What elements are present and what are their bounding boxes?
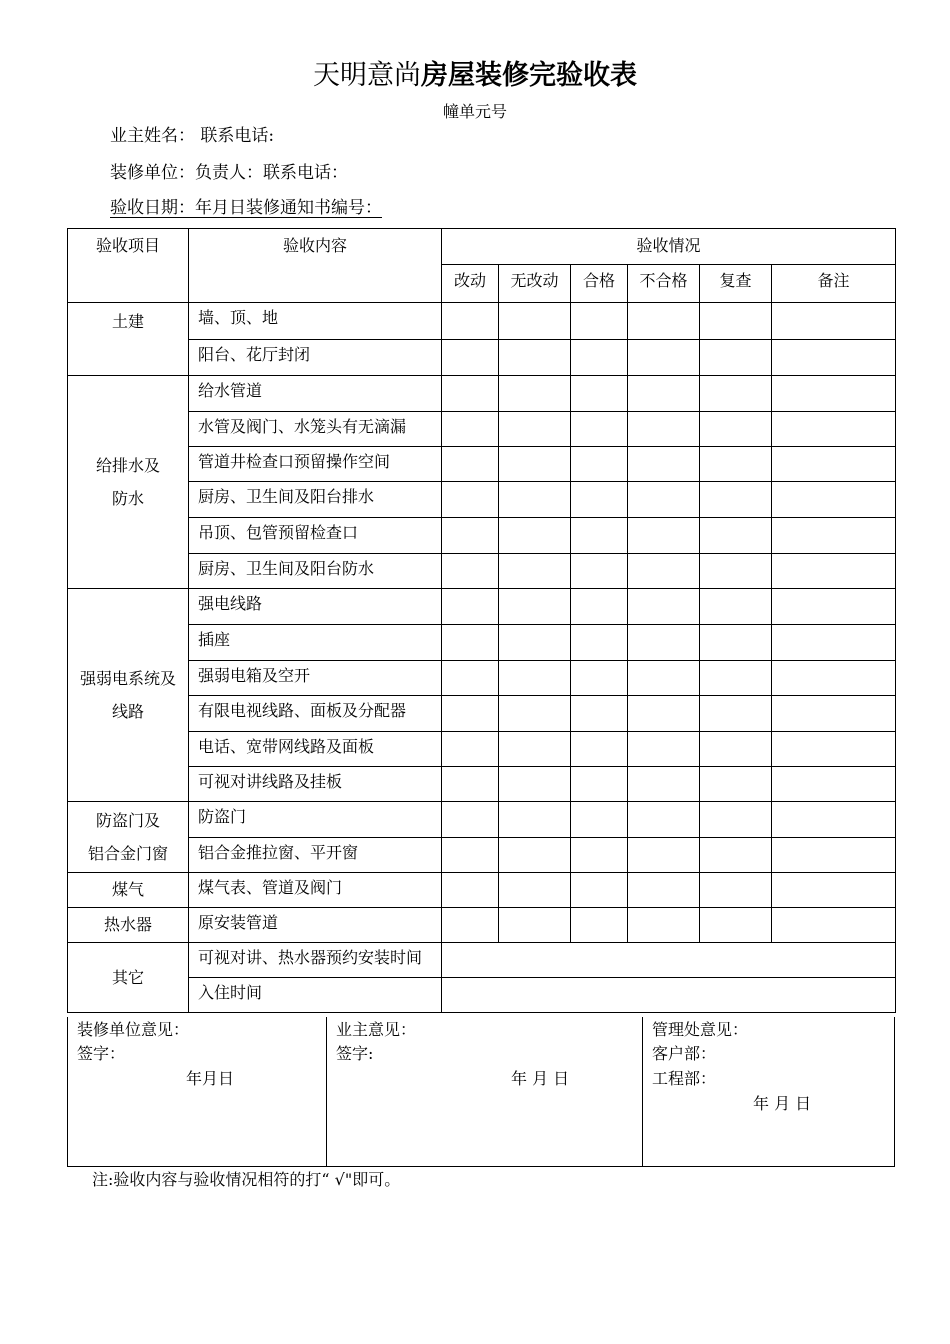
status-check-cell[interactable] <box>442 625 499 661</box>
status-check-cell[interactable] <box>628 518 700 554</box>
content-cell: 入住时间 <box>189 978 442 1013</box>
item-label-line: 强弱电系统及 <box>79 669 176 688</box>
management-opinion-label: 管理处意见： <box>652 1020 749 1039</box>
status-check-cell[interactable] <box>700 340 772 376</box>
status-column-header: 合格 <box>571 265 628 303</box>
customer-dept-label: 客户部： <box>652 1044 717 1063</box>
content-cell: 防盗门 <box>189 802 442 838</box>
status-check-cell[interactable] <box>772 873 896 908</box>
table-row <box>68 661 896 696</box>
status-check-cell[interactable] <box>442 696 499 732</box>
item-label <box>68 908 189 943</box>
item-label-line: 煤气 <box>111 880 144 899</box>
table-row <box>68 412 896 447</box>
owner-sign-label: 签字: <box>336 1044 374 1063</box>
header-status: 验收情况 <box>442 229 896 265</box>
status-check-cell[interactable] <box>700 412 772 447</box>
content-cell: 强电线路 <box>189 589 442 625</box>
content-cell: 厨房、卫生间及阳台防水 <box>189 554 442 589</box>
owner-info-line: 业主姓名： 联系电话: <box>110 126 275 146</box>
status-check-cell[interactable] <box>772 767 896 802</box>
table-row <box>68 518 896 554</box>
status-check-cell[interactable] <box>571 589 628 625</box>
content-cell: 有限电视线路、面板及分配器 <box>189 696 442 732</box>
table-row <box>68 943 896 978</box>
status-check-cell[interactable] <box>499 696 571 732</box>
status-check-cell[interactable] <box>442 802 499 838</box>
status-check-cell[interactable] <box>571 732 628 767</box>
item-label-line: 铝合金门窗 <box>87 844 168 863</box>
status-check-cell[interactable] <box>442 303 499 340</box>
status-check-cell[interactable] <box>571 661 628 696</box>
status-check-cell[interactable] <box>772 732 896 767</box>
table-row <box>68 732 896 767</box>
status-check-cell[interactable] <box>499 412 571 447</box>
item-label-line: 防水 <box>111 489 144 508</box>
status-check-cell[interactable] <box>700 482 772 518</box>
status-check-cell[interactable] <box>571 908 628 943</box>
decorator-opinion-label: 装修单位意见： <box>77 1020 190 1039</box>
content-cell: 吊顶、包管预留检查口 <box>189 518 442 554</box>
status-check-cell[interactable] <box>571 696 628 732</box>
header-content: 验收内容 <box>189 229 442 303</box>
status-check-cell[interactable] <box>628 447 700 482</box>
item-label <box>68 589 189 802</box>
table-row <box>68 978 896 1013</box>
status-check-cell[interactable] <box>571 412 628 447</box>
building-unit-line: 幢单元号 <box>442 102 507 121</box>
status-check-cell[interactable] <box>442 518 499 554</box>
item-label-line: 给排水及 <box>95 456 160 475</box>
status-check-cell[interactable] <box>700 802 772 838</box>
status-check-cell[interactable] <box>499 625 571 661</box>
status-check-cell[interactable] <box>571 625 628 661</box>
status-check-cell[interactable] <box>700 696 772 732</box>
status-check-cell[interactable] <box>628 589 700 625</box>
status-check-cell[interactable] <box>442 732 499 767</box>
status-check-cell[interactable] <box>499 838 571 873</box>
status-check-cell[interactable] <box>772 340 896 376</box>
status-check-cell[interactable] <box>772 447 896 482</box>
item-label-line: 土建 <box>111 312 144 331</box>
decorator-date-label: 年月日 <box>186 1069 235 1088</box>
status-check-cell[interactable] <box>499 376 571 412</box>
content-cell: 可视对讲、热水器预约安装时间 <box>189 943 442 978</box>
status-check-cell[interactable] <box>772 518 896 554</box>
status-check-cell[interactable] <box>628 802 700 838</box>
decorator-opinion-box <box>68 1017 327 1166</box>
status-check-cell[interactable] <box>700 518 772 554</box>
status-check-cell[interactable] <box>772 589 896 625</box>
status-check-cell[interactable] <box>772 696 896 732</box>
status-check-cell[interactable] <box>700 447 772 482</box>
owner-opinion-label: 业主意见： <box>336 1020 417 1039</box>
page-title <box>0 56 950 96</box>
table-row <box>68 303 896 340</box>
content-cell: 原安装管道 <box>189 908 442 943</box>
status-check-cell[interactable] <box>772 802 896 838</box>
status-check-cell[interactable] <box>700 732 772 767</box>
table-row <box>68 873 896 908</box>
status-check-cell[interactable] <box>442 908 499 943</box>
status-column-header: 无改动 <box>499 265 571 303</box>
status-check-cell[interactable] <box>571 482 628 518</box>
status-check-cell[interactable] <box>628 908 700 943</box>
status-column-header: 不合格 <box>628 265 700 303</box>
table-row <box>68 589 896 625</box>
table-row <box>68 767 896 802</box>
status-check-cell[interactable] <box>772 376 896 412</box>
status-check-cell[interactable] <box>700 554 772 589</box>
other-fill-cell[interactable] <box>442 978 896 1013</box>
status-check-cell[interactable] <box>442 376 499 412</box>
status-check-cell[interactable] <box>499 518 571 554</box>
item-label <box>68 376 189 589</box>
status-check-cell[interactable] <box>499 303 571 340</box>
status-check-cell[interactable] <box>700 376 772 412</box>
other-fill-cell[interactable] <box>442 943 896 978</box>
status-check-cell[interactable] <box>628 625 700 661</box>
status-check-cell[interactable] <box>628 838 700 873</box>
title-bold: 房屋装修完验收表 <box>421 60 637 91</box>
table-row <box>68 625 896 661</box>
status-check-cell[interactable] <box>772 908 896 943</box>
status-check-cell[interactable] <box>628 376 700 412</box>
management-opinion-box <box>643 1017 894 1166</box>
content-cell: 电话、宽带网线路及面板 <box>189 732 442 767</box>
management-date-label: 年 月 日 <box>753 1094 812 1113</box>
content-cell: 管道井检查口预留操作空间 <box>189 447 442 482</box>
status-check-cell[interactable] <box>571 554 628 589</box>
status-check-cell[interactable] <box>628 482 700 518</box>
status-check-cell[interactable] <box>499 802 571 838</box>
content-cell: 插座 <box>189 625 442 661</box>
signature-section <box>67 1017 895 1167</box>
status-check-cell[interactable] <box>700 625 772 661</box>
decorator-sign-label: 签字： <box>77 1044 126 1063</box>
owner-opinion-box <box>327 1017 643 1166</box>
item-label <box>68 802 189 873</box>
content-cell: 水管及阀门、水笼头有无滴漏 <box>189 412 442 447</box>
item-label-line: 防盗门及 <box>95 811 160 830</box>
content-cell: 墙、顶、地 <box>189 303 442 340</box>
content-cell: 阳台、花厅封闭 <box>189 340 442 376</box>
status-check-cell[interactable] <box>628 767 700 802</box>
status-check-cell[interactable] <box>499 447 571 482</box>
item-label: 其它 <box>68 943 189 1013</box>
content-cell: 铝合金推拉窗、平开窗 <box>189 838 442 873</box>
inspection-date-line: 验收日期：年月日装修通知书编号： <box>110 198 382 218</box>
status-check-cell[interactable] <box>700 873 772 908</box>
status-check-cell[interactable] <box>442 340 499 376</box>
content-cell: 给水管道 <box>189 376 442 412</box>
status-check-cell[interactable] <box>442 412 499 447</box>
status-check-cell[interactable] <box>628 340 700 376</box>
status-check-cell[interactable] <box>628 873 700 908</box>
status-check-cell[interactable] <box>571 838 628 873</box>
status-check-cell[interactable] <box>772 661 896 696</box>
status-check-cell[interactable] <box>442 554 499 589</box>
status-check-cell[interactable] <box>499 767 571 802</box>
status-check-cell[interactable] <box>499 554 571 589</box>
status-check-cell[interactable] <box>499 589 571 625</box>
table-row <box>68 838 896 873</box>
title-regular: 天明意尚 <box>313 60 421 91</box>
status-check-cell[interactable] <box>442 838 499 873</box>
status-check-cell[interactable] <box>571 303 628 340</box>
status-check-cell[interactable] <box>499 340 571 376</box>
status-check-cell[interactable] <box>571 340 628 376</box>
table-row <box>68 340 896 376</box>
status-check-cell[interactable] <box>700 661 772 696</box>
content-cell: 强弱电箱及空开 <box>189 661 442 696</box>
footnote: 注:验收内容与验收情况相符的打“ √"即可。 <box>92 1170 401 1189</box>
item-label <box>68 873 189 908</box>
status-check-cell[interactable] <box>700 908 772 943</box>
status-check-cell[interactable] <box>628 696 700 732</box>
status-column-header: 改动 <box>442 265 499 303</box>
item-label-line: 线路 <box>111 702 144 721</box>
status-check-cell[interactable] <box>772 412 896 447</box>
status-check-cell[interactable] <box>571 518 628 554</box>
status-check-cell[interactable] <box>700 838 772 873</box>
status-check-cell[interactable] <box>571 447 628 482</box>
status-column-header: 备注 <box>772 265 896 303</box>
status-check-cell[interactable] <box>571 802 628 838</box>
decorator-info-line: 装修单位：负责人：联系电话： <box>110 163 348 183</box>
status-check-cell[interactable] <box>499 908 571 943</box>
table-row <box>68 802 896 838</box>
table-row <box>68 376 896 412</box>
status-column-header: 复查 <box>700 265 772 303</box>
item-label-line: 热水器 <box>103 915 152 934</box>
status-check-cell[interactable] <box>499 661 571 696</box>
status-check-cell[interactable] <box>772 303 896 340</box>
status-check-cell[interactable] <box>700 303 772 340</box>
table-row <box>68 908 896 943</box>
status-check-cell[interactable] <box>772 482 896 518</box>
content-cell: 厨房、卫生间及阳台排水 <box>189 482 442 518</box>
status-check-cell[interactable] <box>628 412 700 447</box>
item-label <box>68 303 189 376</box>
status-check-cell[interactable] <box>442 767 499 802</box>
status-check-cell[interactable] <box>772 554 896 589</box>
table-row <box>68 447 896 482</box>
status-check-cell[interactable] <box>571 873 628 908</box>
inspection-table <box>67 228 896 1013</box>
status-check-cell[interactable] <box>442 447 499 482</box>
table-row <box>68 554 896 589</box>
status-check-cell[interactable] <box>571 767 628 802</box>
content-cell: 煤气表、管道及阀门 <box>189 873 442 908</box>
status-check-cell[interactable] <box>628 732 700 767</box>
status-check-cell[interactable] <box>442 873 499 908</box>
status-check-cell[interactable] <box>700 589 772 625</box>
status-check-cell[interactable] <box>628 661 700 696</box>
header-item: 验收项目 <box>68 229 189 303</box>
status-check-cell[interactable] <box>772 625 896 661</box>
status-check-cell[interactable] <box>442 589 499 625</box>
status-check-cell[interactable] <box>442 661 499 696</box>
status-check-cell[interactable] <box>499 482 571 518</box>
status-check-cell[interactable] <box>499 873 571 908</box>
status-check-cell[interactable] <box>700 767 772 802</box>
status-check-cell[interactable] <box>628 554 700 589</box>
engineering-dept-label: 工程部： <box>652 1069 717 1088</box>
owner-date-label: 年 月 日 <box>511 1069 570 1088</box>
status-check-cell[interactable] <box>571 376 628 412</box>
status-check-cell[interactable] <box>499 732 571 767</box>
table-row <box>68 696 896 732</box>
table-row <box>68 482 896 518</box>
status-check-cell[interactable] <box>442 482 499 518</box>
status-check-cell[interactable] <box>628 303 700 340</box>
content-cell: 可视对讲线路及挂板 <box>189 767 442 802</box>
status-check-cell[interactable] <box>772 838 896 873</box>
